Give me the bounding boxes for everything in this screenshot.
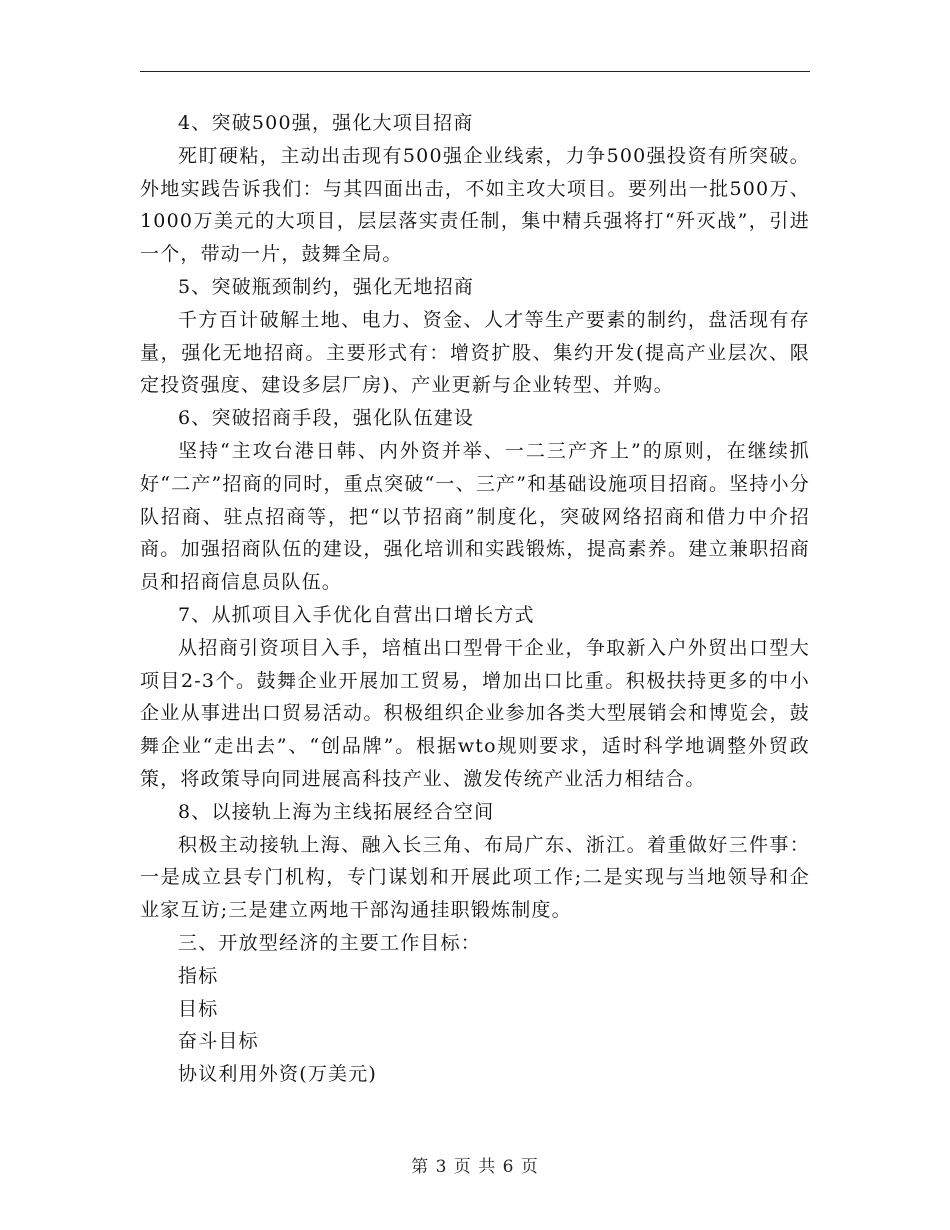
section-heading: 5、突破瓶颈制约，强化无地招商 [178, 275, 475, 298]
page-footer [0, 1152, 950, 1177]
body-paragraph: 死盯硬粘，主动出击现有500强企业线索，力争500强投资有所突破。外地实践告诉我们：与其四面出击，不如主攻大项目。要列出一批500万、1000万美元的大项目，层层落实责任制，集中精兵强将打“歼灭战”，引进一个，带动一片，鼓舞全局。 [140, 144, 810, 266]
body-paragraph: 积极主动接轨上海、融入长三角、布局广东、浙江。着重做好三件事：一是成立县专门机构，专门谋划和开展此项工作;二是实现与当地领导和企业家互访;三是建立两地干部沟通挂职锻炼制度。 [140, 833, 810, 922]
section-heading: 7、从抓项目入手优化自营出口增长方式 [178, 603, 535, 626]
target-table-item: 目标 [178, 997, 219, 1020]
document-body [140, 107, 810, 1091]
body-paragraph: 千方百计破解土地、电力、资金、人才等生产要素的制约，盘活现有存量，强化无地招商。主要形式有：增资扩股、集约开发(提高产业层次、限定投资强度、建设多层厂房)、产业更新与企业转型、并购。 [140, 308, 810, 397]
target-table-item: 协议利用外资(万美元) [178, 1063, 378, 1086]
body-paragraph: 坚持“主攻台港日韩、内外资并举、一二三产齐上”的原则，在继续抓好“二产”招商的同时，重点突破“一、三产”和基础设施项目招商。坚持小分队招商、驻点招商等，把“以节招商”制度化，突破网络招商和借力中介招商。加强招商队伍的建设，强化培训和实践锻炼，提高素养。建立兼职招商员和招商信息员队伍。 [140, 439, 810, 594]
target-table-item: 指标 [178, 964, 219, 987]
target-table-item: 奋斗目标 [178, 1030, 259, 1053]
page-number: 第 3 页 共 6 页 [411, 1157, 539, 1177]
body-paragraph: 从招商引资项目入手，培植出口型骨干企业，争取新入户外贸出口型大项目2-3个。鼓舞企业开展加工贸易，增加出口比重。积极扶持更多的中小企业从事进出口贸易活动。积极组织企业参加各类大型展销会和博览会，鼓舞企业“走出去”、“创品牌”。根据wto规则要求，适时科学地调整外贸政策，将政策导向同进展高科技产业、激发传统产业活力相结合。 [140, 636, 810, 790]
section-heading: 4、突破500强，强化大项目招商 [178, 112, 474, 134]
section-heading: 6、突破招商手段，强化队伍建设 [178, 407, 475, 430]
chapter-heading: 三、开放型经济的主要工作目标： [178, 931, 482, 954]
section-heading: 8、以接轨上海为主线拓展经合空间 [178, 800, 495, 823]
header-rule [140, 71, 810, 72]
